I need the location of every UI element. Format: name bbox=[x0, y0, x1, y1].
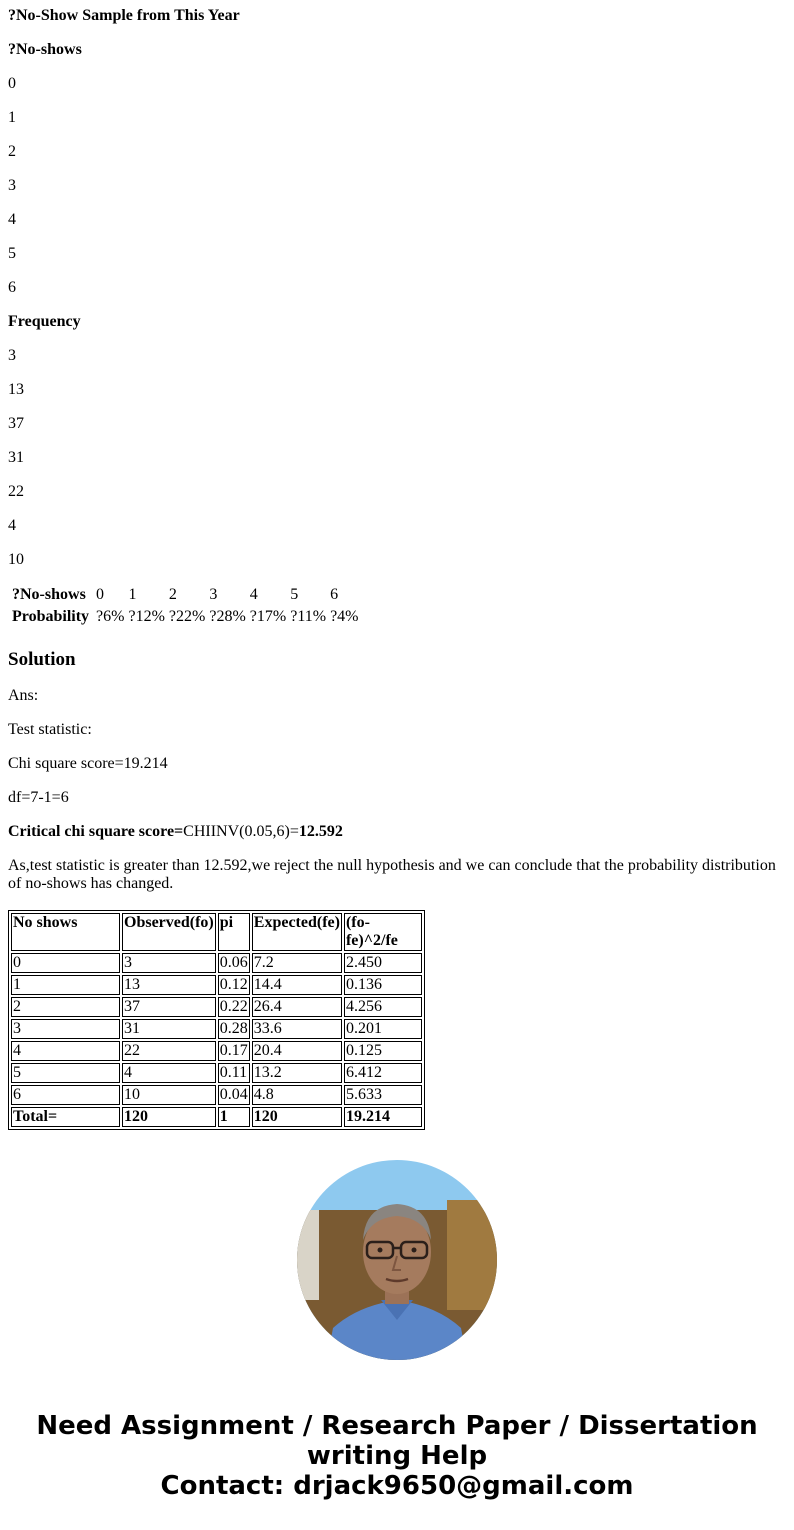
table-cell: 5.633 bbox=[344, 1085, 422, 1105]
left-eye bbox=[378, 1248, 383, 1253]
table-cell: ?22% bbox=[168, 608, 206, 625]
footer-contact: Contact: drjack9650@gmail.com bbox=[160, 1471, 634, 1501]
table-row bbox=[11, 997, 422, 1017]
avatar bbox=[297, 1160, 497, 1360]
table-total-row bbox=[11, 1107, 422, 1127]
table-cell: 3 bbox=[122, 953, 216, 973]
frequency-value: 13 bbox=[8, 381, 24, 398]
frequency-value: 22 bbox=[8, 483, 24, 500]
critical-value: 12.592 bbox=[298, 823, 343, 840]
table-cell: 0.12 bbox=[219, 976, 248, 993]
column-header: Expected(fe) bbox=[252, 913, 342, 951]
probability-table bbox=[9, 583, 362, 629]
table-row bbox=[11, 585, 360, 605]
test-statistic-label: Test statistic: bbox=[8, 721, 92, 738]
table-cell: ?6% bbox=[96, 608, 125, 625]
table-cell: 6.412 bbox=[344, 1063, 422, 1083]
degrees-of-freedom: df=7-1=6 bbox=[8, 789, 69, 806]
table-cell: 0.201 bbox=[344, 1019, 422, 1039]
table-row bbox=[11, 607, 360, 627]
table-cell: 0.136 bbox=[344, 975, 422, 995]
footer-line: Need Assignment / Research Paper / Dissertation bbox=[36, 1411, 758, 1441]
table-cell: ?11% bbox=[290, 608, 327, 625]
table-cell: 10 bbox=[122, 1085, 216, 1105]
table-cell: 0.125 bbox=[344, 1041, 422, 1061]
critical-label: Critical chi square score= bbox=[8, 823, 184, 840]
table-row bbox=[11, 953, 422, 973]
table-cell: 0.17 bbox=[219, 1042, 248, 1059]
switchboard bbox=[297, 1210, 319, 1300]
table-cell: 5 bbox=[290, 586, 299, 603]
table-cell: 2 bbox=[168, 586, 177, 603]
table-cell: 0.06 bbox=[219, 954, 248, 971]
noshows-label: ?No-shows bbox=[8, 41, 82, 58]
chi-square-score: Chi square score=19.214 bbox=[8, 755, 168, 772]
table-cell: 26.4 bbox=[252, 997, 342, 1017]
table-cell: 31 bbox=[122, 1019, 216, 1039]
frequency-label: Frequency bbox=[8, 313, 81, 330]
table-row bbox=[11, 1041, 422, 1061]
table-cell: 0.11 bbox=[218, 1063, 250, 1083]
answer-label: Ans: bbox=[8, 687, 39, 704]
table-cell: 6 bbox=[330, 586, 339, 603]
probability-row-label: ?No-shows bbox=[12, 586, 86, 603]
table-row bbox=[11, 1019, 422, 1039]
table-cell: 13 bbox=[122, 975, 216, 995]
table-cell: 0 bbox=[96, 586, 105, 603]
table-cell: 14.4 bbox=[252, 975, 342, 995]
frequency-value: 4 bbox=[8, 517, 16, 534]
noshows-value: 6 bbox=[8, 279, 16, 296]
table-cell: 2.450 bbox=[344, 953, 422, 973]
document-page bbox=[0, 7, 794, 1130]
noshows-value: 1 bbox=[8, 109, 16, 126]
column-header: No shows bbox=[11, 913, 120, 951]
table-cell: 20.4 bbox=[252, 1041, 342, 1061]
table-cell: 13.2 bbox=[252, 1063, 342, 1083]
column-header: pi bbox=[218, 913, 250, 951]
column-header: (fo-fe)^2/fe bbox=[344, 913, 422, 951]
right-eye bbox=[412, 1248, 417, 1253]
table-cell: 2 bbox=[11, 997, 120, 1017]
table-cell: 4 bbox=[122, 1063, 216, 1083]
table-cell: 5 bbox=[11, 1063, 120, 1083]
table-row bbox=[11, 1063, 422, 1083]
table-cell: 1 bbox=[11, 975, 120, 995]
critical-formula: CHIINV(0.05,6)= bbox=[183, 823, 299, 840]
table-cell: 4 bbox=[11, 1041, 120, 1061]
table-cell: Total= bbox=[11, 1107, 120, 1127]
noshows-value: 5 bbox=[8, 245, 16, 262]
chi-square-table bbox=[8, 910, 425, 1130]
table-row bbox=[11, 1085, 422, 1105]
table-row bbox=[11, 975, 422, 995]
table-cell: 37 bbox=[122, 997, 216, 1017]
table-cell: 0.04 bbox=[219, 1086, 248, 1103]
table-cell: 4 bbox=[249, 586, 258, 603]
noshows-value: 3 bbox=[8, 177, 16, 194]
table-cell: ?17% bbox=[249, 608, 287, 625]
noshows-value: 0 bbox=[8, 75, 16, 92]
table-header-row bbox=[11, 913, 422, 951]
table-cell: 4.256 bbox=[344, 997, 422, 1017]
table-cell: 7.2 bbox=[252, 953, 342, 973]
frequency-value: 37 bbox=[8, 415, 24, 432]
table-cell: 0.22 bbox=[219, 998, 248, 1015]
column-header: Observed(fo) bbox=[122, 913, 216, 951]
noshows-value: 4 bbox=[8, 211, 16, 228]
frequency-value: 3 bbox=[8, 347, 16, 364]
table-cell: ?12% bbox=[128, 608, 165, 625]
table-cell: 1 bbox=[218, 1107, 250, 1127]
table-cell: 1 bbox=[128, 586, 137, 603]
table-cell: 4.8 bbox=[252, 1085, 342, 1105]
frequency-value: 10 bbox=[8, 551, 24, 568]
critical-chi-square bbox=[8, 823, 786, 841]
table-cell: 33.6 bbox=[252, 1019, 342, 1039]
table-cell: 22 bbox=[122, 1041, 216, 1061]
table-cell: 120 bbox=[252, 1107, 342, 1127]
probability-row-label: Probability bbox=[12, 608, 90, 625]
table-cell: 6 bbox=[11, 1085, 120, 1105]
carved-panel bbox=[447, 1200, 497, 1310]
table-cell: 3 bbox=[11, 1019, 120, 1039]
solution-heading: Solution bbox=[8, 649, 76, 670]
table-cell: ?4% bbox=[330, 608, 359, 625]
table-cell: 0.28 bbox=[219, 1020, 248, 1037]
footer-line: writing Help bbox=[306, 1441, 488, 1471]
portrait-image bbox=[297, 1160, 497, 1360]
footer-banner bbox=[0, 1411, 794, 1501]
noshows-value: 2 bbox=[8, 143, 16, 160]
conclusion-text: As,test statistic is greater than 12.592,we reject the null hypothesis and we can conclude that the probability distribution of no-shows has changed. bbox=[8, 857, 776, 892]
table-cell: 3 bbox=[209, 586, 218, 603]
table-cell: 19.214 bbox=[344, 1107, 422, 1127]
table-cell: 120 bbox=[122, 1107, 216, 1127]
table-cell: 0 bbox=[11, 953, 120, 973]
table-cell: ?28% bbox=[209, 608, 246, 625]
document-title: ?No-Show Sample from This Year bbox=[8, 7, 240, 24]
frequency-value: 31 bbox=[8, 449, 24, 466]
